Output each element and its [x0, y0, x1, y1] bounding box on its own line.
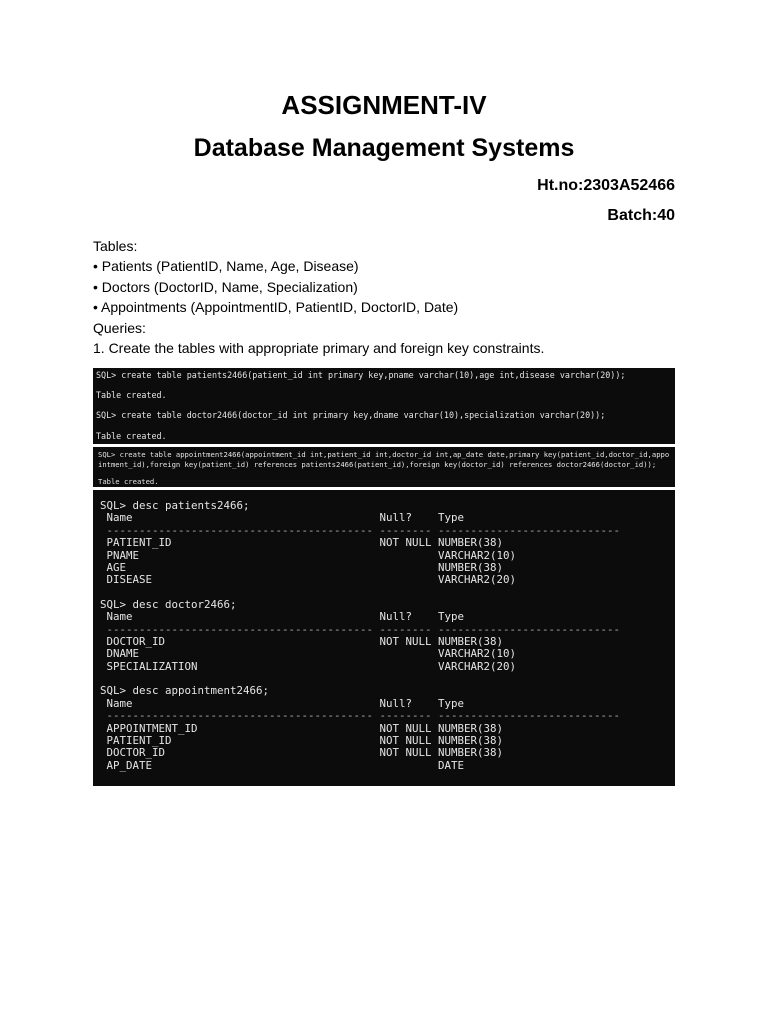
queries-label: Queries:: [93, 319, 146, 336]
desc-section-patients: [100, 500, 668, 587]
sql-result: Table created.: [98, 476, 159, 486]
terminal-screenshot-create-appointment: [93, 447, 675, 487]
terminal-screenshot-describe-tables: [93, 490, 675, 786]
desc-separator: ----------------------------------------- -------- ----------------------------: [100, 523, 621, 537]
sql-command: SQL> create table appointment2466(appointment_id int,patient_id int,doctor_id int,ap_date date,primary key(patient_id,doctor_id,appointment_id),foreign key(patient_id) references patients2466(patient_id),foreign key(doctor_id) references doctor2466(doctor_id));: [98, 450, 670, 470]
desc-row: DOCTOR_ID NOT NULL NUMBER(38): [100, 746, 504, 760]
sql-result: Table created.: [96, 390, 167, 401]
desc-row: SPECIALIZATION VARCHAR2(20): [100, 659, 517, 673]
sql-result: Table created.: [96, 430, 167, 441]
sql-command: SQL> desc doctor2466;: [100, 597, 237, 611]
assignment-text: [93, 236, 683, 358]
desc-row: AGE NUMBER(38): [100, 561, 504, 575]
desc-row: AP_DATE DATE: [100, 758, 465, 772]
bullet-doctors: • Doctors (DoctorID, Name, Specialization): [93, 278, 358, 295]
desc-row: APPOINTMENT_ID NOT NULL NUMBER(38): [100, 721, 504, 735]
sql-command: SQL> desc patients2466;: [100, 499, 250, 512]
desc-row: PATIENT_ID NOT NULL NUMBER(38): [100, 536, 504, 550]
bullet-patients: • Patients (PatientID, Name, Age, Disease): [93, 258, 359, 275]
desc-row: PNAME VARCHAR2(10): [100, 548, 517, 562]
sql-command: SQL> desc appointment2466;: [100, 684, 270, 698]
page-title: ASSIGNMENT-IV: [281, 90, 487, 120]
desc-row: DISEASE VARCHAR2(20): [100, 573, 517, 587]
desc-row: DNAME VARCHAR2(10): [100, 647, 517, 661]
desc-row: PATIENT_ID NOT NULL NUMBER(38): [100, 733, 504, 747]
hall-ticket-number: Ht.no:2303A52466: [537, 177, 675, 194]
desc-separator: ----------------------------------------- -------- ----------------------------: [100, 709, 621, 723]
sql-command: SQL> create table patients2466(patient_id int primary key,pname varchar(10),age int,disease varchar(20));: [96, 370, 626, 380]
desc-section-appointments: [100, 685, 668, 772]
tables-label: Tables:: [93, 238, 138, 254]
terminal-screenshot-create-tables: [93, 368, 675, 444]
desc-header: Name Null? Type: [100, 610, 465, 624]
desc-header: Name Null? Type: [100, 696, 465, 710]
desc-section-doctors: [100, 599, 668, 673]
sql-command: SQL> create table doctor2466(doctor_id int primary key,dname varchar(10),specialization varchar(20));: [96, 410, 606, 421]
batch-number: Batch:40: [607, 207, 675, 224]
bullet-appointments: • Appointments (AppointmentID, PatientID, DoctorID, Date): [93, 299, 459, 316]
desc-header: Name Null? Type: [100, 511, 465, 525]
desc-row: DOCTOR_ID NOT NULL NUMBER(38): [100, 635, 504, 649]
page-subtitle: Database Management Systems: [193, 134, 575, 162]
desc-separator: ----------------------------------------- -------- ----------------------------: [100, 622, 621, 636]
query-1: 1. Create the tables with appropriate primary and foreign key constraints.: [93, 340, 545, 357]
